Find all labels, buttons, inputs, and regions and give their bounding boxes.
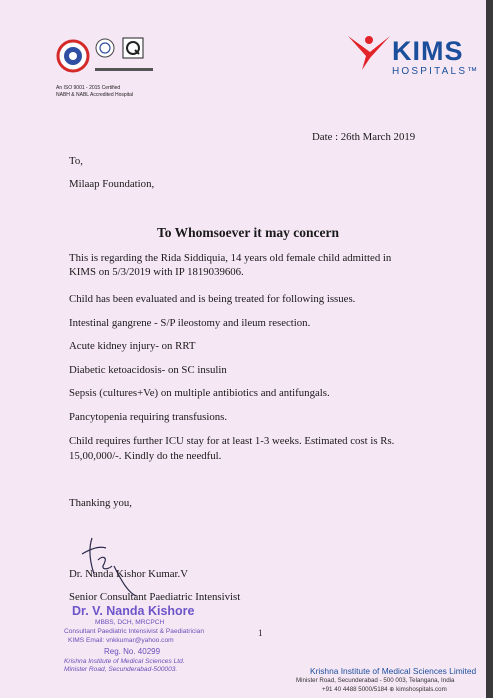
kims-brand: KIMS xyxy=(392,36,464,66)
certification-logos xyxy=(55,36,155,80)
paragraph-2: Child has been evaluated and is being treated for following issues. xyxy=(69,293,356,305)
recipient: Milaap Foundation, xyxy=(69,178,155,190)
stamp-doctor-name: Dr. V. Nanda Kishore xyxy=(72,604,195,618)
nabl-seal-icon xyxy=(96,39,114,57)
kims-tagline: HOSPITALS™ xyxy=(392,66,480,77)
page-edge xyxy=(486,0,493,698)
quality-mark-icon xyxy=(123,38,143,58)
issue-item: Intestinal gangrene - S/P ileostomy and ileum resection. xyxy=(69,317,311,329)
issue-item: Sepsis (cultures+Ve) on multiple antibiotics and antifungals. xyxy=(69,387,330,399)
paragraph-1-line-1: This is regarding the Rida Siddiquia, 14 years old female child admitted in xyxy=(69,252,392,264)
paragraph-1-line-2: KIMS on 5/3/2019 with IP 1819039606. xyxy=(69,266,244,278)
footer-org-name: Krishna Institute of Medical Sciences Limited xyxy=(310,666,477,676)
stamp-address: Minister Road, Secunderabad-500003. xyxy=(64,666,178,673)
closing: Thanking you, xyxy=(69,497,132,509)
stamp-degrees: MBBS, DCH, MRCPCH xyxy=(95,619,165,626)
paragraph-3-line-2: 15,00,000/-. Kindly do the needful. xyxy=(69,450,222,462)
stamp-reg-number: Reg. No. 40299 xyxy=(104,647,161,656)
nabh-logo-icon xyxy=(58,41,88,71)
issue-item: Acute kidney injury- on RRT xyxy=(69,340,196,352)
issue-item: Pancytopenia requiring transfusions. xyxy=(69,411,228,423)
certification-caption xyxy=(56,85,176,98)
salutation-to: To, xyxy=(69,155,83,167)
page-number: 1 xyxy=(258,628,263,638)
stamp-email: KIMS Email: vnkkumar@yahoo.com xyxy=(68,637,174,644)
footer-address: Minister Road, Secunderabad - 500 003, Telangana, India xyxy=(296,677,455,684)
cert-caption-line2: NABH & NABL Accredited Hospital xyxy=(56,91,134,98)
issue-item: Diabetic ketoacidosis- on SC insulin xyxy=(69,364,227,376)
cert-caption-line1: An ISO 9001 - 2015 Certified xyxy=(56,85,121,91)
paragraph-3-line-1: Child requires further ICU stay for at least 1-3 weeks. Estimated cost is Rs. xyxy=(69,435,395,447)
signatory-name: Dr. Nanda Kishor Kumar.V xyxy=(69,568,189,580)
footer-contact: +91 40 4488 5000/5184 ⊕ kimshospitals.com xyxy=(322,686,447,693)
stamp-designation: Consultant Paediatric Intensivist & Paediatrician xyxy=(64,628,205,635)
signature xyxy=(78,530,148,600)
signatory-title: Senior Consultant Paediatric Intensivist xyxy=(69,591,241,603)
stamp-institute: Krishna Institute of Medical Sciences Ltd. xyxy=(64,658,185,665)
letter-subject: To Whomsoever it may concern xyxy=(157,225,339,240)
letter-date: Date : 26th March 2019 xyxy=(312,131,416,143)
